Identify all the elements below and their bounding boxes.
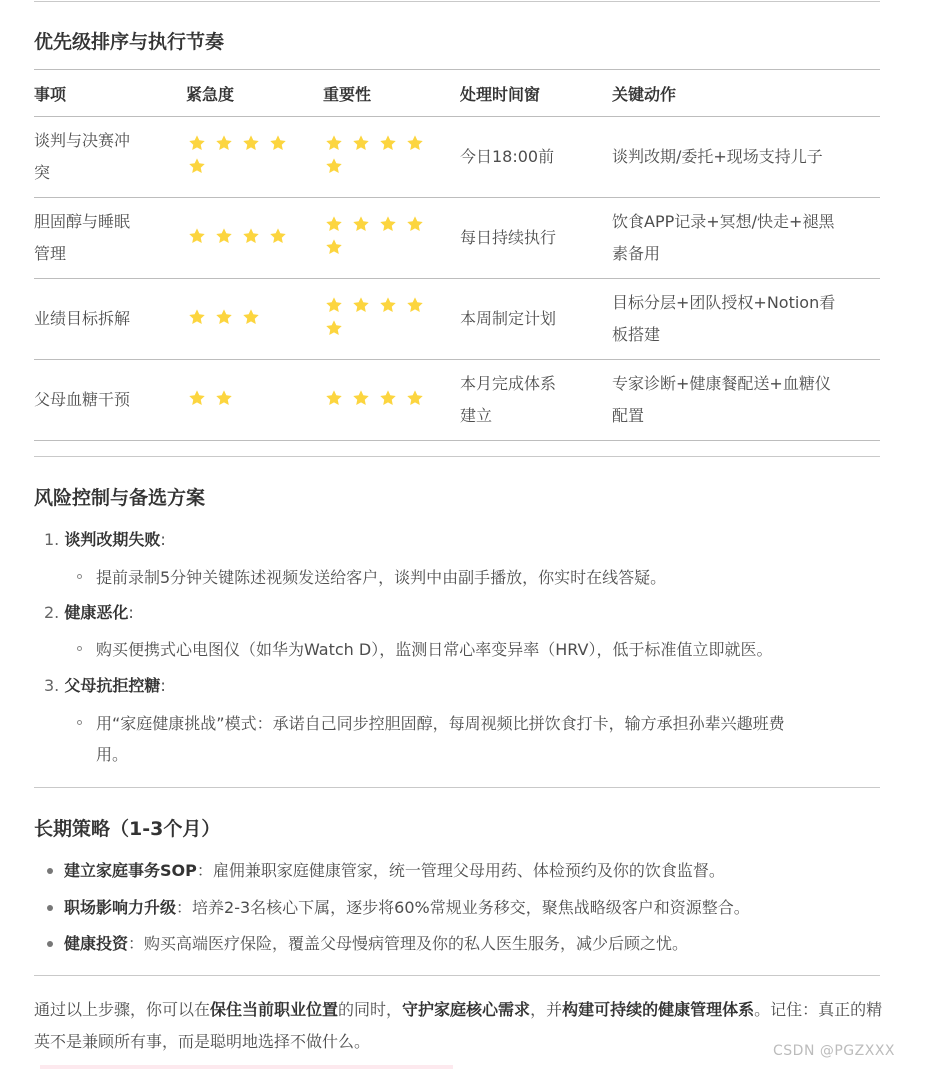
cell-action-line: 目标分层+团队授权+Notion看 bbox=[612, 293, 836, 312]
top-divider bbox=[34, 1, 880, 2]
cell-urgency bbox=[186, 134, 323, 180]
cell-importance bbox=[323, 389, 460, 412]
list-item bbox=[44, 674, 166, 698]
star-icon bbox=[215, 308, 233, 326]
sub-text: 用。 bbox=[96, 745, 129, 764]
sub-text: 提前录制5分钟关键陈述视频发送给客户，谈判中由副手播放，你实时在线答疑。 bbox=[96, 568, 667, 587]
star-icon bbox=[215, 389, 233, 407]
star-icon bbox=[325, 134, 343, 152]
header-item: 事项 bbox=[34, 84, 67, 104]
conclusion-text: 通过以上步骤，你可以在 bbox=[34, 1000, 211, 1019]
cell-action bbox=[612, 141, 880, 173]
star-icon bbox=[188, 308, 206, 326]
star-icon bbox=[242, 227, 260, 245]
section-title-risk: 风险控制与备选方案 bbox=[34, 487, 206, 509]
star-icon bbox=[188, 389, 206, 407]
cell-action bbox=[612, 206, 880, 270]
cell-item-line: 父母血糖干预 bbox=[34, 390, 131, 409]
conclusion-paragraph bbox=[34, 994, 886, 1058]
cell-importance bbox=[323, 215, 460, 261]
list-colon: : bbox=[128, 603, 134, 622]
sub-text: 用“家庭健康挑战”模式：承诺自己同步控胆固醇，每周视频比拼饮食打卡，输方承担孙辈兴趣班费 bbox=[96, 714, 785, 733]
table-row bbox=[34, 360, 880, 441]
circle-bullet-icon bbox=[77, 646, 82, 651]
divider bbox=[34, 787, 880, 788]
cell-importance bbox=[323, 296, 460, 342]
star-icon bbox=[325, 296, 343, 314]
star-icon bbox=[215, 227, 233, 245]
section-title-strategy: 长期策略（1-3个月） bbox=[34, 818, 221, 840]
star-icon bbox=[379, 296, 397, 314]
bullet-icon bbox=[47, 905, 53, 911]
cell-window bbox=[460, 303, 612, 335]
section-title-priority: 优先级排序与执行节奏 bbox=[34, 31, 225, 53]
list-text: ：培养2-3名核心下属，逐步将60%常规业务移交，聚焦战略级客户和资源整合。 bbox=[176, 898, 750, 917]
cell-item-line: 谈判与决赛冲 bbox=[34, 131, 131, 150]
list-title: 健康恶化 bbox=[64, 603, 129, 622]
sub-item bbox=[96, 708, 896, 770]
star-icon bbox=[242, 134, 260, 152]
cell-action-line: 饮食APP记录+冥想/快走+褪黑 bbox=[612, 212, 835, 231]
star-icon bbox=[379, 134, 397, 152]
star-icon bbox=[188, 134, 206, 152]
star-icon bbox=[352, 134, 370, 152]
cell-urgency bbox=[186, 227, 323, 250]
cell-window bbox=[460, 141, 612, 173]
cell-window-line: 本周制定计划 bbox=[460, 309, 557, 328]
watermark: CSDN @PGZXXX bbox=[773, 1043, 896, 1059]
bullet-icon bbox=[47, 941, 53, 947]
cell-window-line: 本月完成体系 bbox=[460, 374, 557, 393]
star-icon bbox=[325, 157, 343, 175]
conclusion-bold: 保住当前职业位置 bbox=[210, 1000, 339, 1019]
star-icon bbox=[406, 296, 424, 314]
cell-action-line: 板搭建 bbox=[612, 325, 661, 344]
table-header bbox=[34, 69, 880, 117]
cell-urgency bbox=[186, 389, 323, 412]
list-title: 父母抗拒控糖 bbox=[64, 676, 161, 695]
star-icon bbox=[325, 319, 343, 337]
sub-text: 购买便携式心电图仪（如华为Watch D），监测日常心率变异率（HRV），低于标准值立即就医。 bbox=[96, 640, 773, 659]
bottom-highlight-bar bbox=[40, 1065, 453, 1069]
circle-bullet-icon bbox=[77, 720, 82, 725]
list-item bbox=[44, 528, 166, 552]
cell-window-line: 建立 bbox=[460, 406, 493, 425]
list-text: ：雇佣兼职家庭健康管家，统一管理父母用药、体检预约及你的饮食监督。 bbox=[196, 861, 725, 880]
conclusion-text: ，并 bbox=[530, 1000, 563, 1019]
list-title: 健康投资 bbox=[64, 934, 129, 953]
cell-action bbox=[612, 368, 880, 432]
cell-window bbox=[460, 222, 612, 254]
list-item bbox=[64, 932, 688, 956]
star-icon bbox=[379, 389, 397, 407]
list-text: ：购买高端医疗保险，覆盖父母慢病管理及你的私人医生服务，减少后顾之忧。 bbox=[128, 934, 689, 953]
star-icon bbox=[379, 215, 397, 233]
cell-action-line: 素备用 bbox=[612, 244, 661, 263]
star-icon bbox=[269, 134, 287, 152]
header-urgency: 紧急度 bbox=[186, 84, 235, 104]
cell-item-line: 胆固醇与睡眠 bbox=[34, 212, 131, 231]
star-icon bbox=[352, 215, 370, 233]
priority-table bbox=[34, 69, 880, 441]
divider bbox=[34, 456, 880, 457]
list-colon: : bbox=[160, 530, 166, 549]
list-title: 谈判改期失败 bbox=[64, 530, 161, 549]
star-icon bbox=[352, 296, 370, 314]
cell-action bbox=[612, 287, 880, 351]
star-icon bbox=[188, 227, 206, 245]
cell-window bbox=[460, 368, 612, 432]
conclusion-bold: 构建可持续的健康管理体系 bbox=[562, 1000, 755, 1019]
list-title: 建立家庭事务SOP bbox=[64, 861, 197, 880]
star-icon bbox=[215, 134, 233, 152]
header-action: 关键动作 bbox=[612, 84, 677, 104]
list-number: 2. bbox=[44, 603, 60, 622]
bullet-icon bbox=[47, 868, 53, 874]
list-colon: : bbox=[160, 676, 166, 695]
circle-bullet-icon bbox=[77, 574, 82, 579]
star-icon bbox=[406, 389, 424, 407]
star-icon bbox=[242, 308, 260, 326]
star-icon bbox=[352, 389, 370, 407]
star-icon bbox=[406, 134, 424, 152]
star-icon bbox=[188, 157, 206, 175]
cell-action-line: 谈判改期/委托+现场支持儿子 bbox=[612, 147, 823, 166]
list-title: 职场影响力升级 bbox=[64, 898, 177, 917]
table-row bbox=[34, 117, 880, 198]
cell-item-line: 业绩目标拆解 bbox=[34, 309, 131, 328]
cell-window-line: 今日18:00前 bbox=[460, 147, 555, 166]
list-item bbox=[64, 859, 725, 883]
cell-window-line: 每日持续执行 bbox=[460, 228, 557, 247]
table-row bbox=[34, 198, 880, 279]
star-icon bbox=[406, 215, 424, 233]
list-number: 1. bbox=[44, 530, 60, 549]
header-importance: 重要性 bbox=[323, 84, 372, 104]
cell-urgency bbox=[186, 308, 323, 331]
cell-item bbox=[34, 384, 186, 416]
conclusion-text: 的同时， bbox=[338, 1000, 403, 1019]
table-body bbox=[34, 117, 880, 441]
table-row bbox=[34, 279, 880, 360]
header-window: 处理时间窗 bbox=[460, 84, 541, 104]
conclusion-bold: 守护家庭核心需求 bbox=[402, 1000, 531, 1019]
list-item bbox=[44, 601, 134, 625]
cell-importance bbox=[323, 134, 460, 180]
sub-item bbox=[96, 634, 896, 665]
cell-action-line: 专家诊断+健康餐配送+血糖仪 bbox=[612, 374, 831, 393]
cell-action-line: 配置 bbox=[612, 406, 645, 425]
sub-item bbox=[96, 562, 896, 593]
cell-item-line: 突 bbox=[34, 163, 51, 182]
cell-item bbox=[34, 125, 186, 189]
star-icon bbox=[269, 227, 287, 245]
divider bbox=[34, 975, 880, 976]
conclusion-text: 。记住：真正的精英不是兼顾所有事，而是聪明地选择不做什么。 bbox=[34, 1000, 883, 1051]
cell-item-line: 管理 bbox=[34, 244, 67, 263]
list-number: 3. bbox=[44, 676, 60, 695]
star-icon bbox=[325, 389, 343, 407]
star-icon bbox=[325, 215, 343, 233]
list-item bbox=[64, 896, 750, 920]
cell-item bbox=[34, 206, 186, 270]
cell-item bbox=[34, 303, 186, 335]
star-icon bbox=[325, 238, 343, 256]
